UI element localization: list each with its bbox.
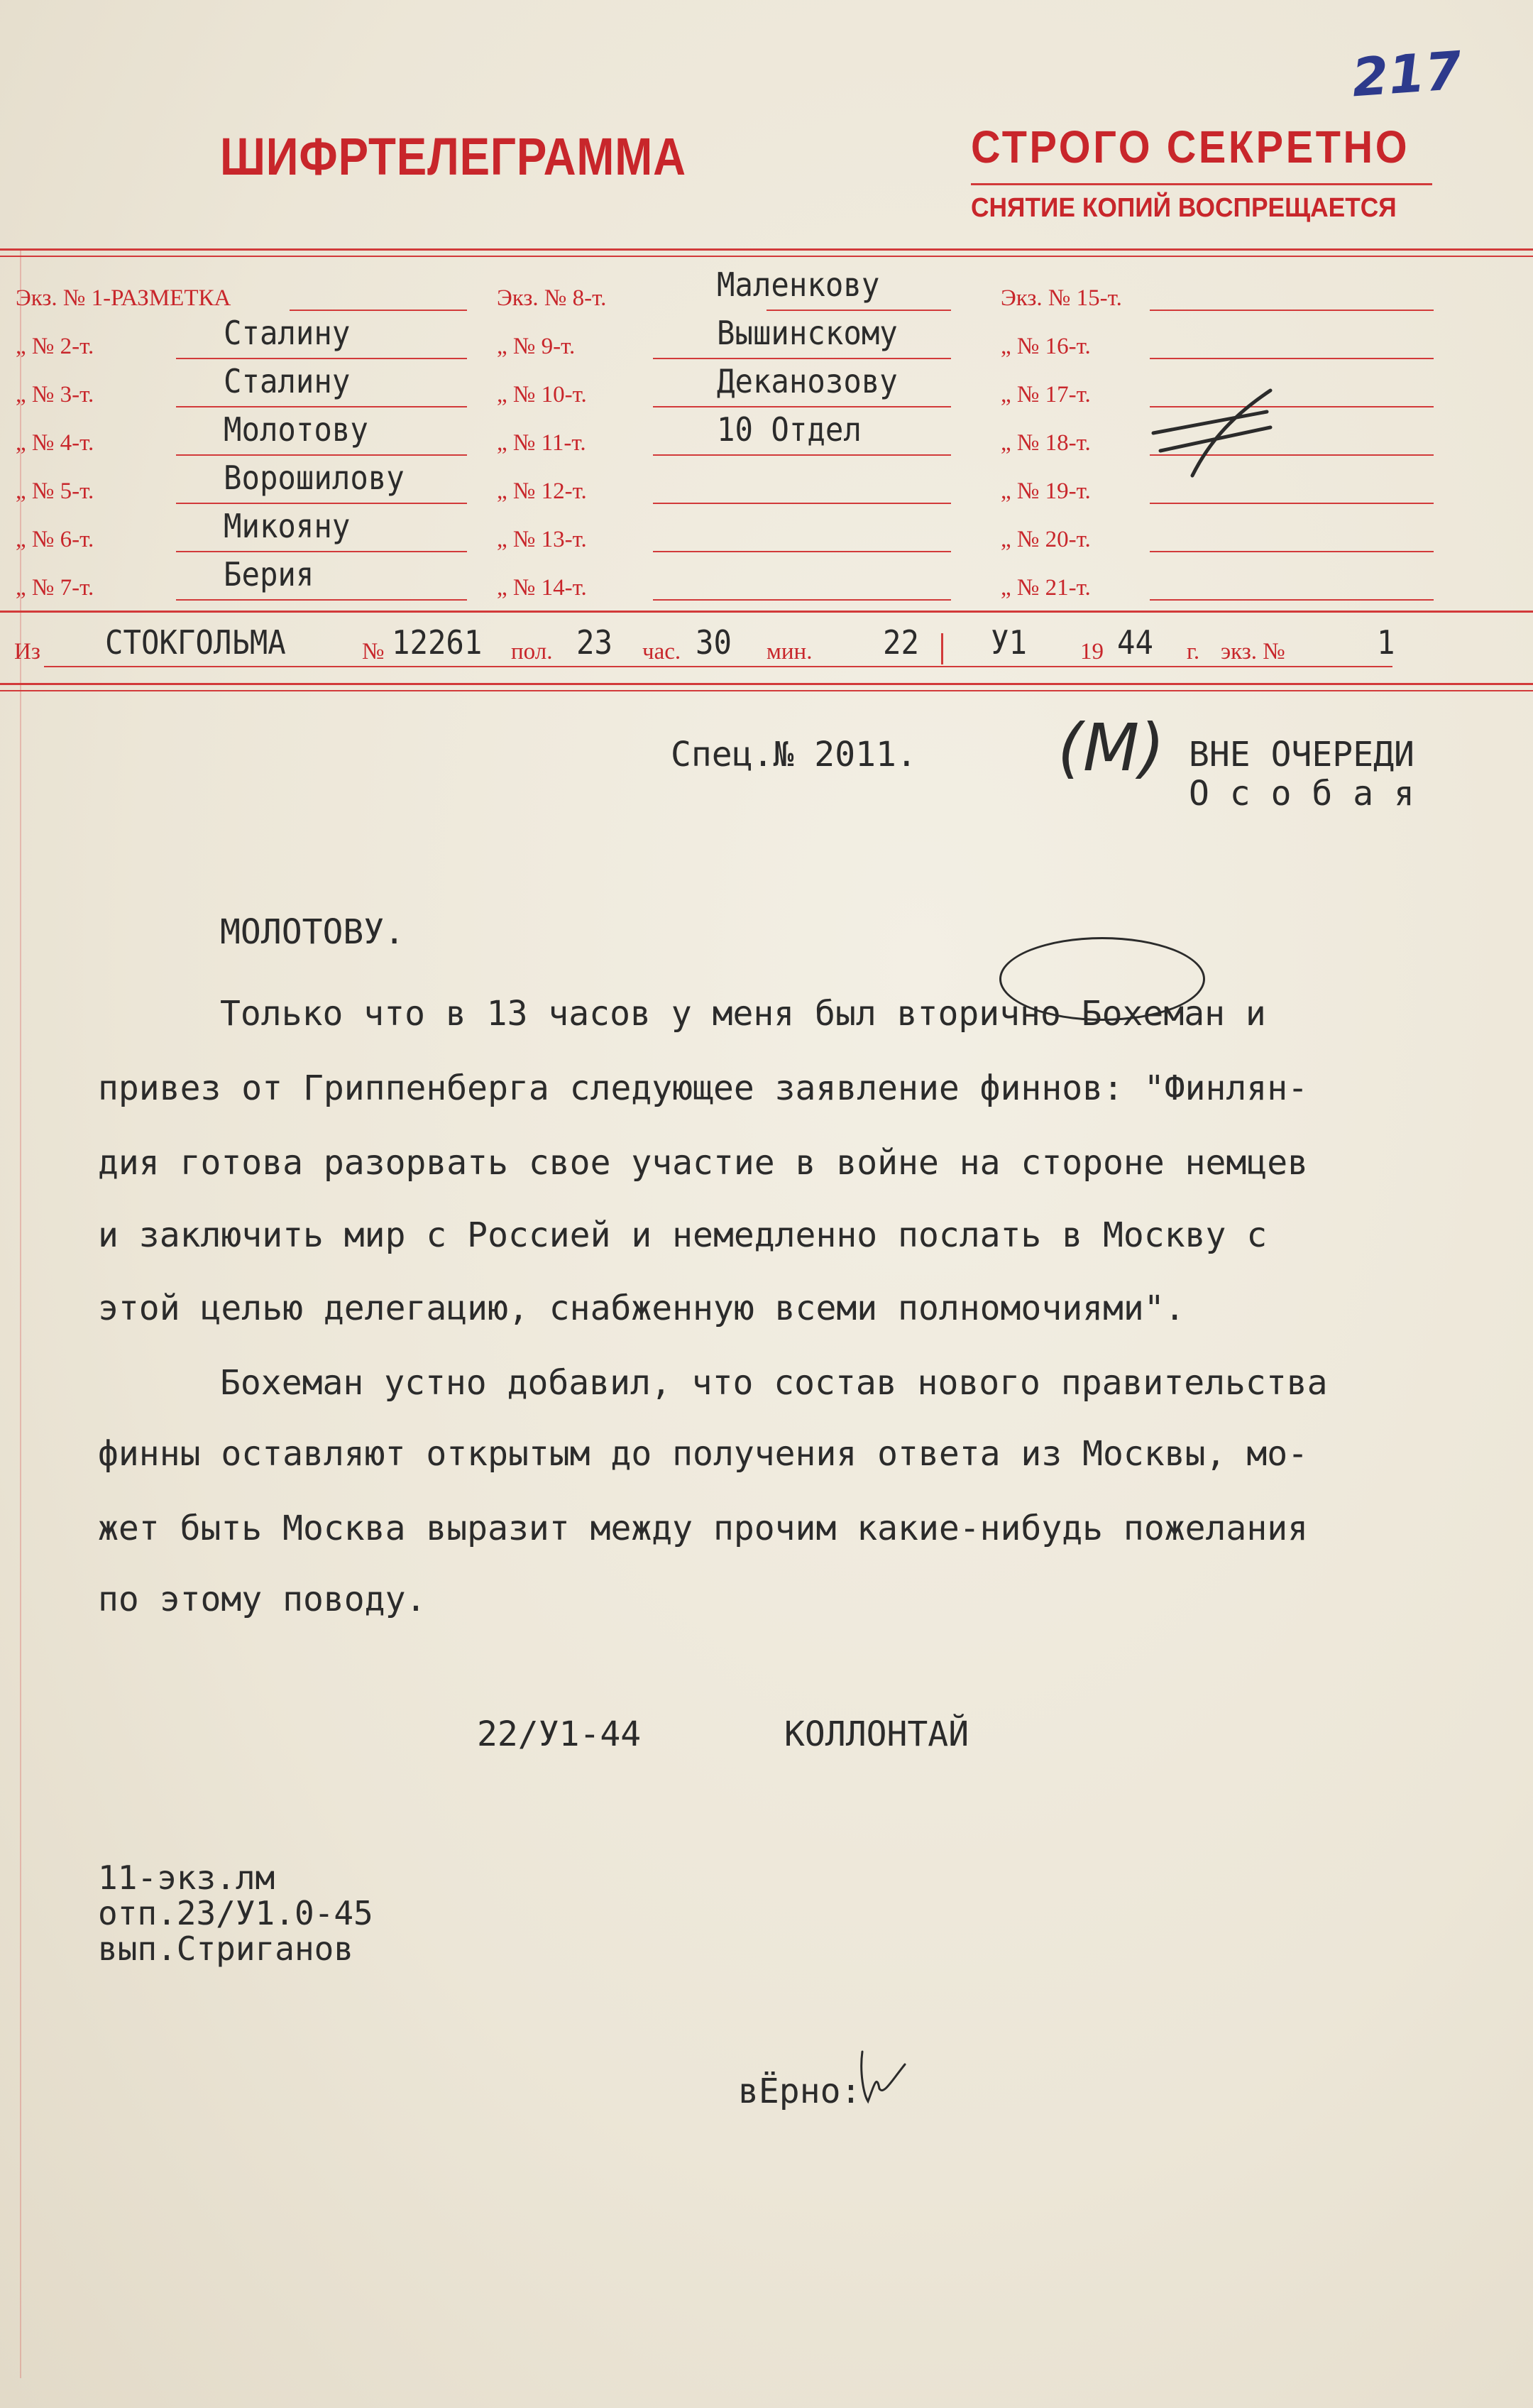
distribution-underline [653, 503, 951, 504]
priority-out-of-turn: ВНЕ ОЧЕРЕДИ [1189, 735, 1414, 775]
handwritten-cross-mark [1150, 383, 1278, 483]
distribution-label: „ № 4-т. [16, 430, 94, 456]
handwritten-circle-mark [999, 937, 1205, 1021]
received-minute: 30 [696, 623, 732, 662]
distribution-underline [1150, 358, 1434, 359]
origin-rule-bottom [0, 683, 1533, 685]
distribution-label: Экз. № 8-т. [497, 285, 607, 311]
message-date: 22/У1-44 [477, 1714, 642, 1754]
origin-underline [44, 666, 1392, 667]
message-line: и заключить мир с Россией и немедленно послать в Москву с [98, 1215, 1268, 1255]
distribution-label: Экз. № 15-т. [1001, 285, 1122, 311]
handwritten-m-mark: (М) [1057, 710, 1165, 786]
distribution-underline [176, 551, 467, 552]
distribution-label: „ № 7-т. [16, 575, 94, 601]
distribution-underline [176, 454, 467, 456]
minute-label: мин. [766, 639, 813, 664]
distribution-underline [1150, 503, 1434, 504]
message-line: Бохеман устно добавил, что состав нового правительства [220, 1363, 1328, 1403]
year-prefix: 19 [1080, 639, 1104, 664]
distribution-underline [1150, 599, 1434, 601]
distribution-label: Экз. № 1-РАЗМЕТКА [16, 285, 231, 311]
number-label: № [362, 639, 385, 664]
secrecy-stamp: СТРОГО СЕКРЕТНО [971, 121, 1410, 173]
special-number: Спец.№ 2011. [671, 735, 917, 775]
document-type-title: ШИФРТЕЛЕГРАММА [220, 127, 686, 186]
received-hour: 23 [576, 623, 612, 662]
secrecy-underline [971, 183, 1432, 185]
distribution-label: „ № 5-т. [16, 478, 94, 504]
distribution-recipient: Ворошилову [224, 459, 405, 497]
distribution-label: „ № 3-т. [16, 382, 94, 407]
hour-label: час. [642, 639, 681, 664]
message-line: дия готова разорвать свое участие в войне на стороне немцев [98, 1143, 1309, 1183]
message-line: жет быть Москва выразит между прочим какие-нибудь пожелания [98, 1509, 1309, 1548]
distribution-label: „ № 12-т. [497, 478, 587, 504]
distribution-underline [176, 503, 467, 504]
distribution-underline [290, 310, 467, 311]
distribution-label: „ № 9-т. [497, 334, 576, 359]
distribution-underline [176, 358, 467, 359]
received-label: пол. [511, 639, 553, 664]
handwritten-page-number: 217 [1350, 40, 1464, 109]
distribution-recipient: Микояну [224, 507, 351, 545]
telegram-number: 12261 [392, 623, 483, 662]
origin-rule-bottom-2 [0, 690, 1533, 691]
year-label: г. [1187, 639, 1200, 664]
distribution-underline [176, 406, 467, 407]
priority-special: О с о б а я [1189, 774, 1414, 814]
handwritten-initials [855, 2045, 912, 2108]
verified-label: вЁрно: [738, 2072, 862, 2111]
sender-signature: КОЛЛОНТАЙ [784, 1714, 969, 1754]
distribution-recipient: Вышинскому [717, 314, 898, 352]
distribution-label: „ № 6-т. [16, 527, 94, 552]
footer-line-1: 11-экз.лм [98, 1859, 275, 1897]
distribution-label: „ № 13-т. [497, 527, 587, 552]
distribution-recipient: 10 Отдел [717, 410, 862, 449]
distribution-label: „ № 2-т. [16, 334, 94, 359]
distribution-label: „ № 21-т. [1001, 575, 1091, 601]
message-addressee: МОЛОТОВУ. [220, 912, 405, 952]
distribution-underline [1150, 551, 1434, 552]
distribution-recipient: Сталину [224, 314, 351, 352]
distribution-label: „ № 16-т. [1001, 334, 1091, 359]
footer-line-3: вып.Стриганов [98, 1930, 354, 1968]
margin-line [20, 248, 21, 2378]
no-copy-notice: СНЯТИЕ КОПИЙ ВОСПРЕЩАЕТСЯ [971, 193, 1397, 223]
distribution-label: „ № 18-т. [1001, 430, 1091, 456]
distribution-underline [766, 310, 951, 311]
distribution-underline [653, 454, 951, 456]
distribution-recipient: Берия [224, 555, 314, 593]
distribution-label: „ № 19-т. [1001, 478, 1091, 504]
received-month: У1 [991, 623, 1027, 662]
message-line: Только что в 13 часов у меня был вторично Бохеман и [220, 994, 1266, 1034]
distribution-label: „ № 10-т. [497, 382, 587, 407]
origin-rule-top [0, 611, 1533, 613]
distribution-label: „ № 17-т. [1001, 382, 1091, 407]
message-line: этой целью делегацию, снабженную всеми полномочиями". [98, 1288, 1185, 1328]
message-line: финны оставляют открытым до получения ответа из Москвы, мо- [98, 1434, 1309, 1474]
copy-value: 1 [1377, 623, 1395, 662]
distribution-recipient: Маленкову [717, 266, 880, 304]
distribution-underline [653, 406, 951, 407]
distribution-recipient: Деканозову [717, 362, 898, 400]
message-line: по этому поводу. [98, 1580, 427, 1619]
received-day: 22 [883, 623, 919, 662]
distribution-label: „ № 11-т. [497, 430, 586, 456]
header-rule-top [0, 248, 1533, 251]
distribution-label: „ № 20-т. [1001, 527, 1091, 552]
distribution-underline [653, 551, 951, 552]
message-line: привез от Гриппенберга следующее заявление финнов: "Финлян- [98, 1068, 1309, 1108]
from-label: Из [14, 639, 40, 664]
received-year: 44 [1117, 623, 1153, 662]
copy-label: экз. № [1221, 639, 1285, 664]
date-separator [941, 633, 943, 664]
origin-city: СТОКГОЛЬМА [105, 623, 286, 662]
header-rule-top-2 [0, 256, 1533, 257]
distribution-label: „ № 14-т. [497, 575, 587, 601]
distribution-recipient: Молотову [224, 410, 368, 449]
distribution-underline [653, 358, 951, 359]
distribution-recipient: Сталину [224, 362, 351, 400]
distribution-underline [653, 599, 951, 601]
footer-line-2: отп.23/У1.0-45 [98, 1894, 373, 1932]
distribution-underline [1150, 310, 1434, 311]
distribution-underline [176, 599, 467, 601]
